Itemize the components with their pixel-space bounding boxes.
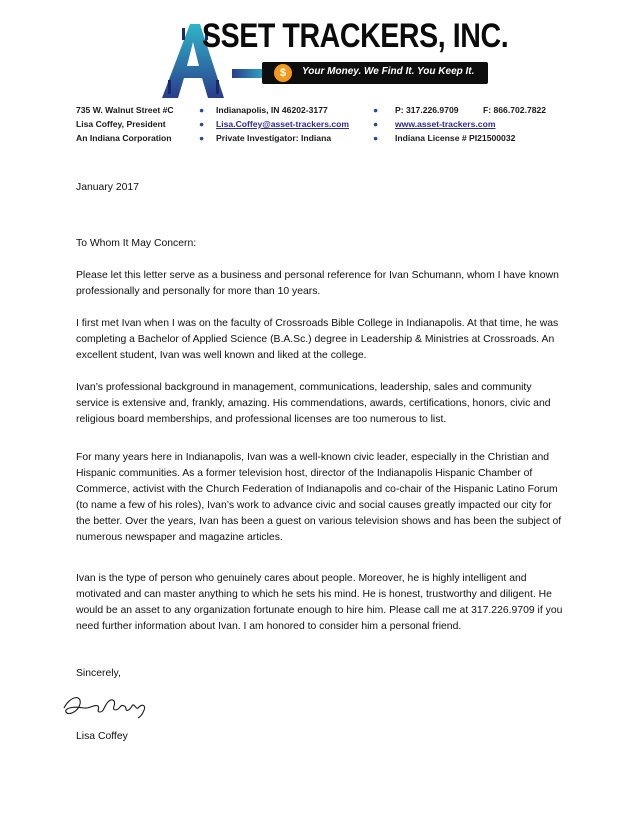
paragraph: Ivan’s professional background in management, communications, leadership, sales and community service is extensive and, frankly, amazing. His commendations, awards, certifications, honors, civic and religious board memberships, and professional licenses are too numerous to list. [76, 382, 551, 425]
letter-date: January 2017 [76, 182, 139, 193]
dollar-coin-icon: $ [274, 64, 292, 82]
fax-number: F: 866.702.7822 [483, 105, 547, 115]
handwritten-signature [60, 690, 150, 720]
paragraph: Please let this letter serve as a business and personal reference for Ivan Schumann, whom I have known professionally and personally for more than 10 years. [76, 270, 559, 297]
bullet-icon: ● [373, 119, 379, 129]
contact-row [76, 103, 576, 117]
bullet-icon: ● [199, 105, 205, 115]
bullet-icon: ● [199, 133, 205, 143]
contact-row [76, 131, 576, 145]
phone-number: P: 317.226.9709 [395, 105, 459, 115]
closing: Sincerely, [76, 668, 121, 679]
bullet-icon: ● [373, 105, 379, 115]
company-name: SSET TRACKERS, INC. [202, 17, 509, 55]
paragraph: Ivan is the type of person who genuinely cares about people. Moreover, he is highly intelligent and motivated and can master anything to which he sets his mind. He is honest, trustworthy and diligent. He would be an asset to any organization fortunate enough to hire him. Please call me at 317.226.9709 if you need further information about Ivan. I am honored to consider him a personal friend. [76, 573, 563, 632]
city-state-zip: Indianapolis, IN 46202-3177 [216, 105, 328, 115]
bullet-icon: ● [373, 133, 379, 143]
contact-row [76, 117, 576, 131]
bullet-icon: ● [199, 119, 205, 129]
signer-name: Lisa Coffey [76, 731, 128, 742]
salutation: To Whom It May Concern: [76, 238, 197, 249]
license-number: Indiana License # PI21500032 [395, 133, 516, 143]
paragraph: For many years here in Indianapolis, Ivan was a well-known civic leader, especially in the Christian and Hispanic communities. As a former television host, director of the Indianapolis Hispanic Chamber of Commerce, activist with the Church Federation of Indianapolis and co-chair of the Hispanic Latino Forum (to name a few of his roles), Ivan’s work to advance civic and social causes greatly impacted our city for the better. Over the years, Ivan has been a guest on various television shows and has been the subject of numerous newspaper and magazine articles. [76, 452, 562, 543]
president-name: Lisa Coffey, President [76, 119, 166, 129]
tagline: Your Money. We Find It. You Keep It. [302, 66, 475, 77]
investigator-state: Private Investigator: Indiana [216, 133, 332, 143]
street-address: 735 W. Walnut Street #C [76, 105, 174, 115]
website-link[interactable]: www.asset-trackers.com [395, 119, 496, 129]
email-link[interactable]: Lisa.Coffey@asset-trackers.com [216, 119, 350, 129]
corporation-type: An Indiana Corporation [76, 133, 172, 143]
contact-info [76, 103, 576, 145]
paragraph: I first met Ivan when I was on the faculty of Crossroads Bible College in Indianapolis. At that time, he was completing a Bachelor of Applied Science (B.A.Sc.) degree in Leadership & Ministries at Crossroads. An excellent student, Ivan was well known and liked at the college. [76, 318, 559, 361]
